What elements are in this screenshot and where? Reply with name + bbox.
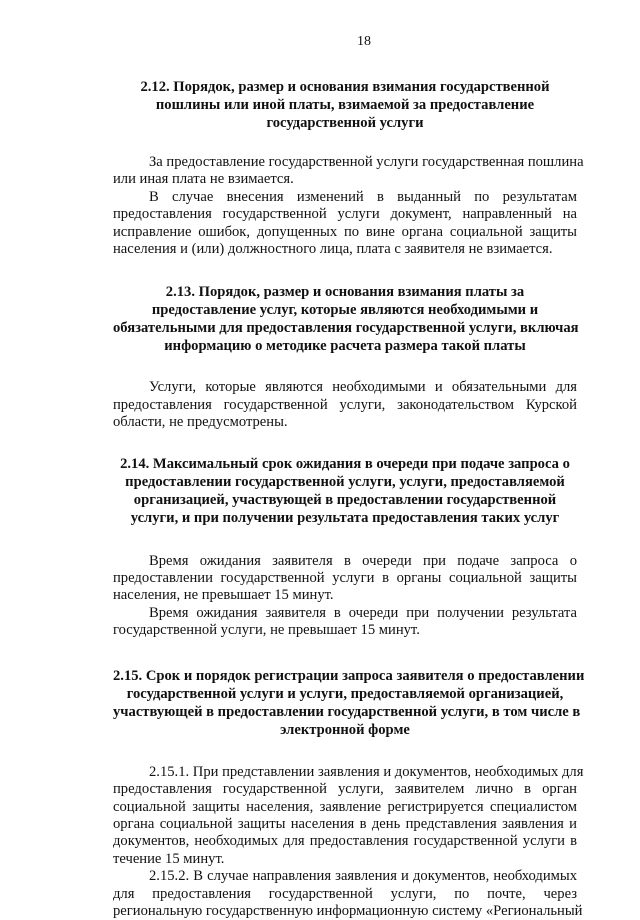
section-body-2-15 [113, 763, 584, 920]
text-line: Время ожидания заявителя в очереди при получении результата [149, 604, 577, 621]
paragraph [113, 189, 577, 259]
heading-line: услуги, и при получении результата предоставления таких услуг [130, 509, 560, 526]
text-line: В случае внесения изменений в выданный по результатам [149, 188, 577, 205]
text-line: 2.15.1. При представлении заявления и документов, необходимых для [149, 763, 584, 780]
heading-line: предоставление услуг, которые являются необходимыми и [151, 302, 539, 319]
text-line: За предоставление государственной услуги государственная пошлина [149, 154, 584, 170]
heading-line: организацией, участвующей в предоставлении государственной [133, 491, 557, 508]
text-line: населения и (или) должностного лица, плата с заявителя не взимается. [113, 241, 553, 258]
section-body-2-14 [113, 553, 577, 640]
text-line: документов, необходимых для предоставления государственной услуги в [113, 833, 577, 850]
text-line: предоставления государственной услуги, законодательством Курской [113, 396, 577, 413]
text-line: течение 15 минут. [113, 850, 225, 867]
section-heading-2-13 [113, 283, 577, 355]
heading-line: пошлины или иной платы, взимаемой за предоставление [155, 97, 535, 113]
text-line: или иная плата не взимается. [113, 171, 294, 188]
heading-line: электронной форме [280, 721, 410, 738]
text-line: области, не предусмотрены. [113, 414, 288, 431]
section-body-2-13 [113, 379, 577, 431]
heading-line: участвующей в предоставлении государственной услуги, в том числе в [113, 703, 581, 720]
text-line: исправление ошибок, допущенных по вине органа социальной защиты [113, 223, 577, 240]
text-line: предоставления государственной услуги, заявителем лично в орган [113, 781, 577, 798]
text-line: предоставлении государственной услуги в органы социальной защиты [113, 570, 577, 587]
paragraph [113, 605, 577, 640]
paragraph [113, 763, 584, 868]
text-line: 2.15.2. В случае направления заявления и документов, необходимых [149, 868, 577, 885]
text-line: Услуги, которые являются необходимыми и обязательными для [149, 379, 577, 396]
text-line: органа социальной защиты населения в день представления заявления и [113, 815, 577, 832]
text-line: Время ожидания заявителя в очереди при подаче запроса о [149, 552, 577, 569]
heading-line: предоставлении государственной услуги, услуги, предоставляемой [125, 473, 565, 490]
section-body-2-12 [113, 154, 584, 258]
heading-line: 2.13. Порядок, размер и основания взимания платы за [165, 284, 525, 301]
text-line: государственной услуги, не превышает 15 минут. [113, 622, 420, 639]
heading-line: 2.14. Максимальный срок ожидания в очереди при подаче запроса о [120, 455, 570, 472]
heading-line: государственной услуги и услуги, предоставляемой организацией, [126, 685, 564, 702]
text-line: социальной защиты населения, заявление регистрируется специалистом [113, 798, 577, 815]
page-number: 18 [357, 34, 371, 49]
heading-line: 2.12. Порядок, размер и основания взимания государственной [140, 79, 550, 95]
section-heading-2-12 [113, 78, 577, 132]
section-heading-2-14 [113, 455, 577, 527]
heading-line: государственной услуги [266, 115, 424, 131]
heading-line: информацию о методике расчета размера такой платы [164, 338, 526, 355]
text-line: населения, не превышает 15 минут. [113, 587, 334, 604]
text-line: предоставления государственной услуги документ, направленный на [113, 206, 577, 223]
paragraph [113, 553, 577, 605]
section-heading-2-15 [113, 667, 585, 739]
heading-line: 2.15. Срок и порядок регистрации запроса заявителя о предоставлении [113, 667, 585, 684]
paragraph [113, 868, 583, 920]
heading-line: обязательными для предоставления государственной услуги, включая [113, 320, 579, 337]
text-line: региональную государственную информационную систему «Региональный [113, 902, 583, 919]
paragraph [113, 379, 577, 431]
text-line: для предоставления государственной услуги, по почте, через [113, 885, 577, 902]
paragraph [113, 154, 584, 189]
